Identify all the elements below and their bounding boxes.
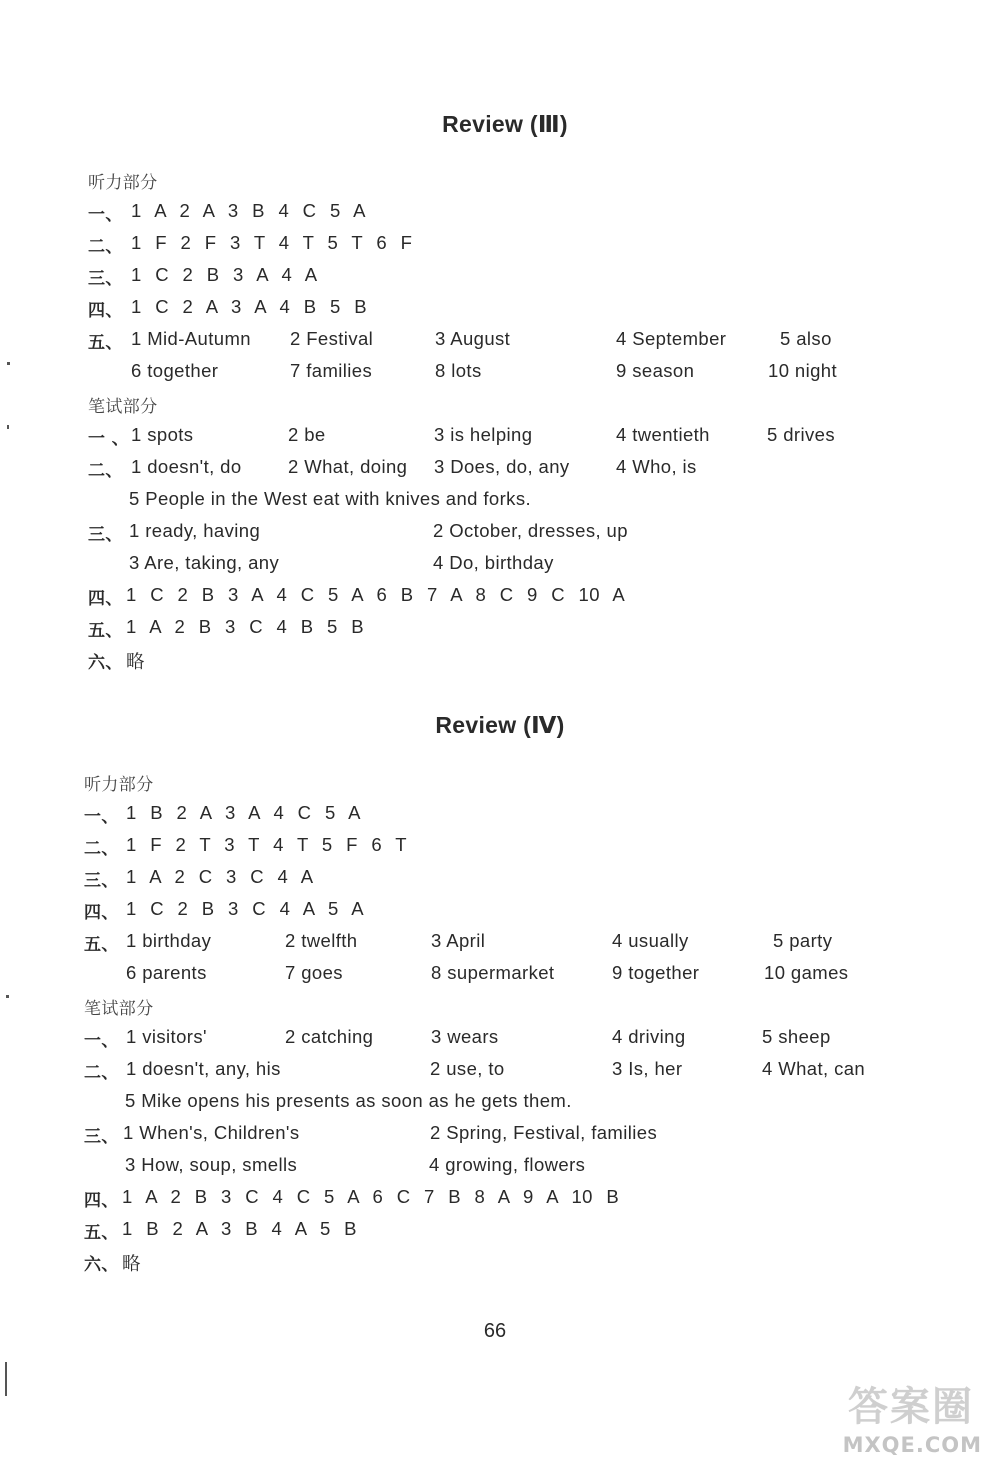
- answer-item: 2 catching: [285, 1026, 374, 1047]
- q-label: 二、: [84, 1063, 119, 1083]
- answer-seq: 1 A 2 A 3 B 4 C 5 A: [131, 200, 366, 221]
- answer-item: 4 Who, is: [616, 456, 697, 477]
- answer-text: 略: [126, 651, 145, 672]
- answer-sentence: 5 Mike opens his presents as soon as he gets them.: [125, 1090, 572, 1111]
- writing-heading-3: 笔试部分: [88, 397, 158, 417]
- answer-item: 4 usually: [612, 930, 689, 951]
- answer-seq: 1 C 2 B 3 A 4 A: [131, 264, 318, 285]
- answer-seq: 1 A 2 B 3 C 4 B 5 B: [126, 616, 364, 637]
- answer-item: 5 sheep: [762, 1026, 831, 1047]
- answer-sentence: 5 People in the West eat with knives and forks.: [129, 488, 532, 509]
- answer-item: 4 twentieth: [616, 424, 710, 445]
- review-3-title: Review (Ⅲ): [442, 111, 568, 137]
- listening-heading-4: 听力部分: [84, 775, 154, 795]
- q-label: 三、: [84, 871, 119, 891]
- answer-item: 6 parents: [126, 962, 207, 983]
- q-label: 六、: [88, 653, 123, 673]
- q-label: 五、: [84, 1223, 119, 1243]
- answer-item: 4 What, can: [762, 1058, 866, 1079]
- answer-item: 1 ready, having: [129, 520, 261, 541]
- q-label: 一 、: [88, 429, 130, 449]
- answer-item: 1 Mid-Autumn: [131, 328, 251, 349]
- answer-item: 8 lots: [435, 360, 482, 381]
- answer-item: 4 Do, birthday: [433, 552, 554, 573]
- answer-item: 9 season: [616, 360, 695, 381]
- answer-item: 2 October, dresses, up: [433, 520, 628, 541]
- answer-seq: 1 C 2 B 3 C 4 A 5 A: [126, 898, 364, 919]
- watermark: [788, 1371, 988, 1461]
- answer-item: 3 wears: [431, 1026, 499, 1047]
- answer-item: 4 growing, flowers: [429, 1154, 586, 1175]
- q-label: 二、: [88, 237, 123, 257]
- watermark-logo-text: 答案圈: [848, 1384, 974, 1430]
- scan-line: [5, 1362, 7, 1396]
- answer-text: 略: [122, 1253, 141, 1274]
- q-label: 四、: [84, 1191, 119, 1211]
- answer-seq: 1 C 2 B 3 A 4 C 5 A 6 B 7 A 8 C 9 C 10 A: [126, 584, 626, 605]
- page-number: 66: [483, 1320, 507, 1342]
- answer-item: 2 be: [288, 424, 326, 445]
- q-label: 五、: [88, 621, 123, 641]
- q-label: 四、: [84, 903, 119, 923]
- q-label: 一、: [84, 807, 119, 827]
- q-label: 三、: [88, 525, 123, 545]
- answer-item: 3 Are, taking, any: [129, 552, 280, 573]
- answer-item: 3 How, soup, smells: [125, 1154, 298, 1175]
- answer-item: 6 together: [131, 360, 219, 381]
- q-label: 一、: [88, 205, 123, 225]
- q-label: 二、: [84, 839, 119, 859]
- answer-item: 1 doesn't, do: [131, 456, 242, 477]
- q-label: 三、: [88, 269, 123, 289]
- answer-item: 2 twelfth: [285, 930, 358, 951]
- answer-item: 2 use, to: [430, 1058, 505, 1079]
- answer-item: 3 Does, do, any: [434, 456, 570, 477]
- answer-item: 3 August: [435, 328, 511, 349]
- answer-item: 7 goes: [285, 962, 343, 983]
- answer-item: 5 drives: [767, 424, 835, 445]
- answer-item: 1 When's, Children's: [123, 1122, 300, 1143]
- answer-seq: 1 B 2 A 3 A 4 C 5 A: [126, 802, 361, 823]
- answer-seq: 1 F 2 F 3 T 4 T 5 T 6 F: [131, 232, 413, 253]
- q-label: 二、: [88, 461, 123, 481]
- answer-item: 7 families: [290, 360, 373, 381]
- watermark-url: MXQE.COM: [842, 1433, 982, 1457]
- answer-item: 3 April: [431, 930, 486, 951]
- answer-item: 5 party: [773, 930, 833, 951]
- answer-item: 10 games: [764, 962, 849, 983]
- answer-item: 5 also: [780, 328, 832, 349]
- writing-heading-4: 笔试部分: [84, 999, 154, 1019]
- q-label: 四、: [88, 589, 123, 609]
- q-label: 六、: [84, 1255, 119, 1275]
- answer-item: 1 spots: [131, 424, 194, 445]
- q-label: 三、: [84, 1127, 119, 1147]
- q-label: 四、: [88, 301, 123, 321]
- answer-seq: 1 A 2 B 3 C 4 C 5 A 6 C 7 B 8 A 9 A 10 B: [122, 1186, 620, 1207]
- answer-seq: 1 B 2 A 3 B 4 A 5 B: [122, 1218, 357, 1239]
- scan-speck: [7, 425, 9, 429]
- answer-seq: 1 A 2 C 3 C 4 A: [126, 866, 314, 887]
- scan-speck: [6, 995, 9, 998]
- listening-heading-3: 听力部分: [88, 173, 158, 193]
- answer-item: 3 Is, her: [612, 1058, 683, 1079]
- answer-item: 3 is helping: [434, 424, 533, 445]
- answer-seq: 1 F 2 T 3 T 4 T 5 F 6 T: [126, 834, 407, 855]
- q-label: 五、: [88, 333, 123, 353]
- scan-speck: [7, 362, 10, 365]
- answer-item: 2 Festival: [290, 328, 374, 349]
- q-label: 五、: [84, 935, 119, 955]
- answer-item: 2 What, doing: [288, 456, 408, 477]
- answer-item: 9 together: [612, 962, 700, 983]
- answer-item: 1 visitors': [126, 1026, 207, 1047]
- answer-item: 10 night: [768, 360, 838, 381]
- answer-item: 2 Spring, Festival, families: [430, 1122, 658, 1143]
- answer-item: 1 birthday: [126, 930, 212, 951]
- answer-item: 1 doesn't, any, his: [126, 1058, 281, 1079]
- answer-seq: 1 C 2 A 3 A 4 B 5 B: [131, 296, 367, 317]
- review-4-title: Review (Ⅳ): [435, 712, 565, 738]
- q-label: 一、: [84, 1031, 119, 1051]
- answer-item: 4 September: [616, 328, 727, 349]
- answer-item: 8 supermarket: [431, 962, 555, 983]
- answer-item: 4 driving: [612, 1026, 686, 1047]
